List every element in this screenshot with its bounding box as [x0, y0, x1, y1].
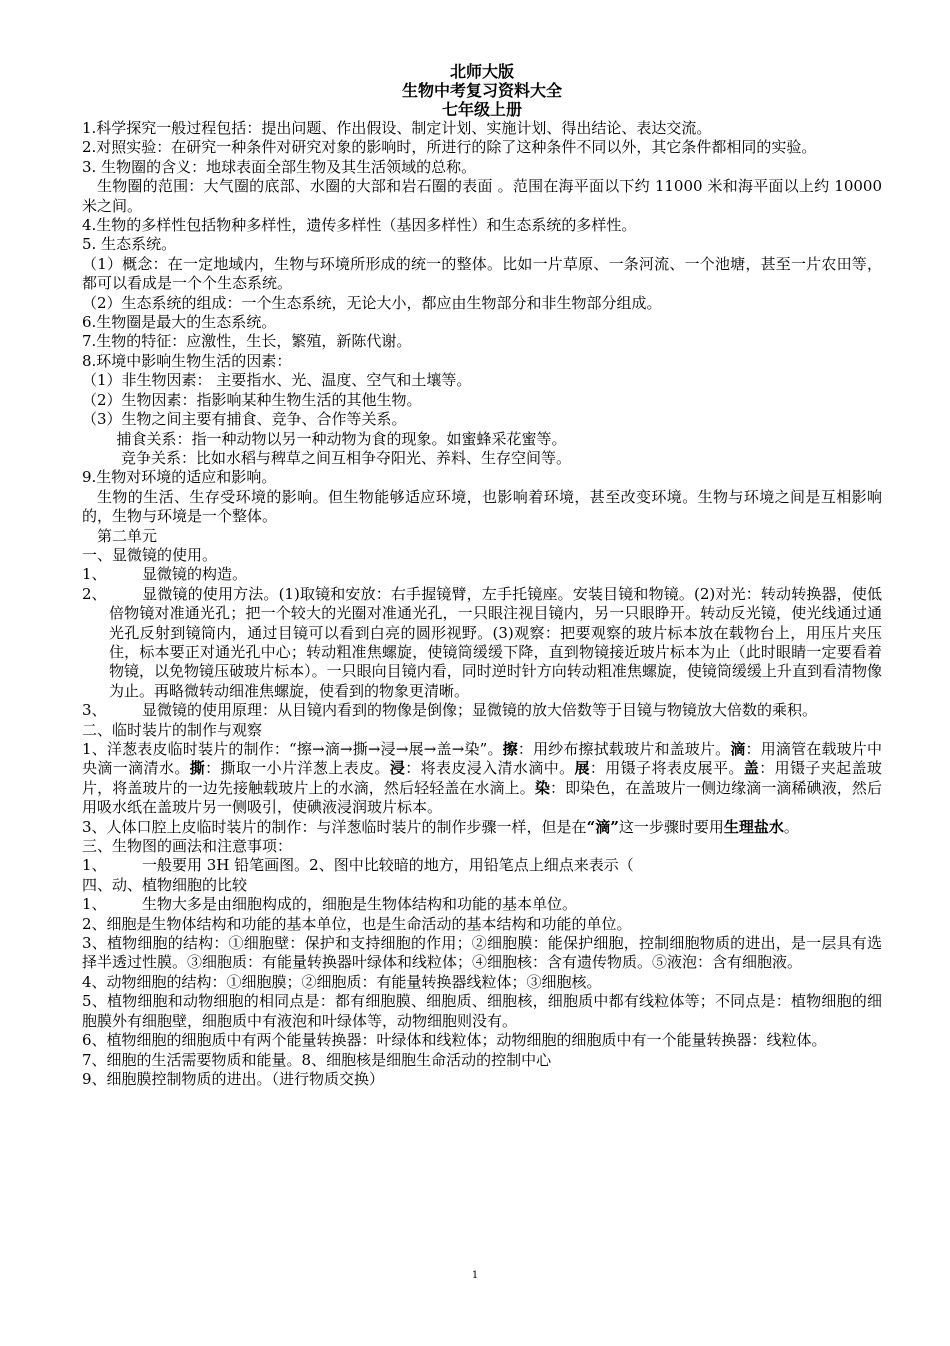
bold-term: 撕 — [189, 759, 206, 778]
onion-slide-paragraph — [82, 740, 882, 818]
item-number: 2、 — [82, 584, 107, 603]
item-text: 生物大多是由细胞构成的，细胞是生物体结构和功能的基本单位。 — [142, 895, 578, 914]
cell-item-6: 6、植物细胞的细胞质中有两个能量转换器：叶绿体和线粒体；动物细胞的细胞质中有一个能量转换器：线粒体。 — [82, 1031, 827, 1050]
item-text: 一般要用 3H 铅笔画图。2、图中比较暗的地方，用铅笔点上细点来表示（ — [142, 856, 634, 875]
cell-item-9: 9、细胞膜控制物质的进出。（进行物质交换） — [82, 1069, 385, 1088]
bold-term: 展 — [574, 759, 590, 778]
microscope-item-3 — [82, 701, 882, 720]
item-text: 显微镜的使用原理：从目镜内看到的物像是倒像；显微镜的放大倍数等于目镜与物镜放大倍数的乘积。 — [142, 701, 818, 720]
cell-item-5: 5、植物细胞和动物细胞的相同点是：都有细胞膜、细胞质、细胞核，细胞质中都有线粒体等；不同点是：植物细胞的细胞膜外有细胞壁，细胞质中有液泡和叶绿体等，动物细胞则没有。 — [82, 992, 882, 1030]
bold-term: “滴” — [586, 817, 619, 836]
cheek-slide-paragraph — [82, 818, 882, 837]
item-number: 3、 — [82, 701, 107, 720]
bold-term: 生理盐水 — [723, 817, 784, 836]
line-13: （2）生物因素：指影响某种生物生活的其他生物。 — [82, 390, 422, 409]
document-title: 生物中考复习资料大全 — [401, 81, 562, 100]
line-6: 5. 生态系统。 — [82, 235, 177, 254]
section-cell-heading: 四、动、植物细胞的比较 — [82, 875, 248, 894]
item-number: 1、 — [82, 895, 107, 914]
microscope-item-1 — [82, 565, 882, 584]
cell-item-1 — [82, 895, 882, 914]
bold-term: 浸 — [389, 759, 406, 778]
cell-item-4: 4、动物细胞的结构：①细胞膜；②细胞质：有能量转换器线粒体；③细胞核。 — [82, 972, 602, 991]
unit-two-heading: 第二单元 — [97, 526, 158, 545]
line-4: 生物圈的范围：大气圈的底部、水圈的大部和岩石圈的表面 。范围在海平面以下约 11000 米和海平面以上约 10000 米之间。 — [82, 177, 882, 215]
section-drawing-heading: 三、生物图的画法和注意事项： — [82, 837, 293, 856]
text-run: ：用镊子夹起盖玻片，将盖玻片的一边先接触载玻片上的水滴，然后轻轻盖在水滴上。 — [82, 759, 882, 797]
bold-term: 盖 — [743, 759, 760, 778]
item-text: 显微镜的使用方法。(1)取镜和安放：右手握镜臂，左手托镜座。安装目镜和物镜。(2)对光：转动转换器，使低倍物镜对准通光孔；把一个较大的光圈对准通光孔，一只眼注视目镜内，另一只眼睁开。转动反光镜，使光线通过通光孔反射到镜筒内，通过目镜可以看到白亮的圆形视野。(3)观察：把要观察的玻片标本放在载物台上，用压片夹压住，标本要正对通光孔中心；转动粗准焦螺旋，使镜筒缓缓下降，直到物镜接近玻片标本为止（此时眼睛一定要看着物镜，以免物镜压破玻片标本）。一只眼向目镜内看，同时逆时针方向转动粗准焦螺旋，使镜筒缓缓上升直到看清物像为止。再略微转动细准焦螺旋，使看到的物象更清晰。 — [109, 584, 882, 700]
text-run: ：用纱布擦拭载玻片和盖玻片。 — [517, 740, 731, 758]
item-text: 显微镜的构造。 — [142, 565, 248, 584]
text-run: 这一步骤时要用 — [618, 817, 724, 836]
text-run: 。 — [783, 817, 799, 836]
text-run: 3、人体口腔上皮临时装片的制作：与洋葱临时装片的制作步骤一样，但是在 — [82, 817, 587, 836]
microscope-item-2 — [82, 585, 882, 701]
page-number: 1 — [471, 1270, 479, 1281]
section-slide-heading: 二、临时装片的制作与观察 — [82, 720, 263, 739]
cell-item-3: 3、植物细胞的结构：①细胞壁：保护和支持细胞的作用；②细胞膜：能保护细胞，控制细胞物质的进出，是一层具有选择半透过性膜。③细胞质：有能量转换器叶绿体和线粒体；④细胞核：含有遗传物质。⑤液泡：含有细胞液。 — [82, 934, 882, 972]
line-3: 3. 生物圈的含义：地球表面全部生物及其生活领域的总称。 — [82, 157, 477, 176]
bold-term: 滴 — [730, 740, 746, 758]
line-16: 竞争关系：比如水稻与稗草之间互相争夺阳光、养料、生存空间等。 — [121, 448, 572, 467]
text-run: ：将表皮浸入清水滴中。 — [405, 759, 575, 778]
line-9: 6.生物圈是最大的生态系统。 — [82, 313, 277, 332]
line-1: 1.科学探究一般过程包括：提出问题、作出假设、制定计划、实施计划、得出结论、表达交流。 — [82, 119, 712, 137]
cell-item-7: 7、细胞的生活需要物质和能量。8、细胞核是细胞生命活动的控制中心 — [82, 1050, 552, 1069]
line-5: 4.生物的多样性包括物种多样性，遗传多样性（基因多样性）和生态系统的多样性。 — [82, 216, 637, 235]
line-14: （3）生物之间主要有捕食、竞争、合作等关系。 — [82, 410, 407, 429]
line-2: 2.对照实验：在研究一种条件对研究对象的影响时，所进行的除了这种条件不同以外，其它条件都相同的实验。 — [82, 138, 817, 157]
text-run: ：撕取一小片洋葱上表皮。 — [205, 759, 390, 778]
line-12: （1）非生物因素： 主要指水、光、温度、空气和土壤等。 — [82, 371, 472, 390]
line-17: 9.生物对环境的适应和影响。 — [82, 468, 277, 487]
line-8: （2）生态系统的组成：一个生态系统，无论大小，都应由生物部分和非生物部分组成。 — [82, 293, 662, 312]
text-run: ：用滴管在载玻片中央滴一滴清水。 — [82, 740, 882, 778]
text-run: 1、洋葱表皮临时装片的制作：“擦→滴→撕→浸→展→盖→染”。 — [82, 740, 503, 758]
drawing-item-1 — [82, 856, 882, 875]
text-run: ：用镊子将表皮展平。 — [589, 759, 744, 778]
item-number: 1、 — [82, 565, 107, 584]
item-number: 1、 — [82, 856, 107, 875]
cell-item-2: 2、细胞是生物体结构和功能的基本单位，也是生命活动的基本结构和功能的单位。 — [82, 914, 632, 933]
text-run: ：即染色，在盖玻片一侧边缘滴一滴稀碘液，然后用吸水纸在盖玻片另一侧吸引，使碘液浸润玻片标本。 — [82, 778, 882, 817]
grade-heading: 七年级上册 — [441, 100, 522, 119]
bold-term: 染 — [534, 778, 550, 797]
document-page — [82, 62, 882, 1089]
line-10: 7.生物的特征：应激性，生长，繁殖，新陈代谢。 — [82, 332, 412, 351]
line-11: 8.环境中影响生物生活的因素： — [82, 351, 292, 370]
line-7: （1）概念：在一定地域内，生物与环境所形成的统一的整体。比如一片草原、一条河流、一个池塘，甚至一片农田等，都可以看成是一个个生态系统。 — [82, 254, 882, 293]
line-18: 生物的生活、生存受环境的影响。但生物能够适应环境，也影响着环境，甚至改变环境。生物与环境之间是互相影响的，生物与环境是一个整体。 — [82, 487, 882, 526]
publisher-heading: 北师大版 — [449, 62, 514, 81]
bold-term: 擦 — [502, 740, 518, 758]
section-microscope-heading: 一、显微镜的使用。 — [82, 545, 218, 564]
line-15: 捕食关系：指一种动物以另一种动物为食的现象。如蜜蜂采花蜜等。 — [116, 429, 567, 448]
